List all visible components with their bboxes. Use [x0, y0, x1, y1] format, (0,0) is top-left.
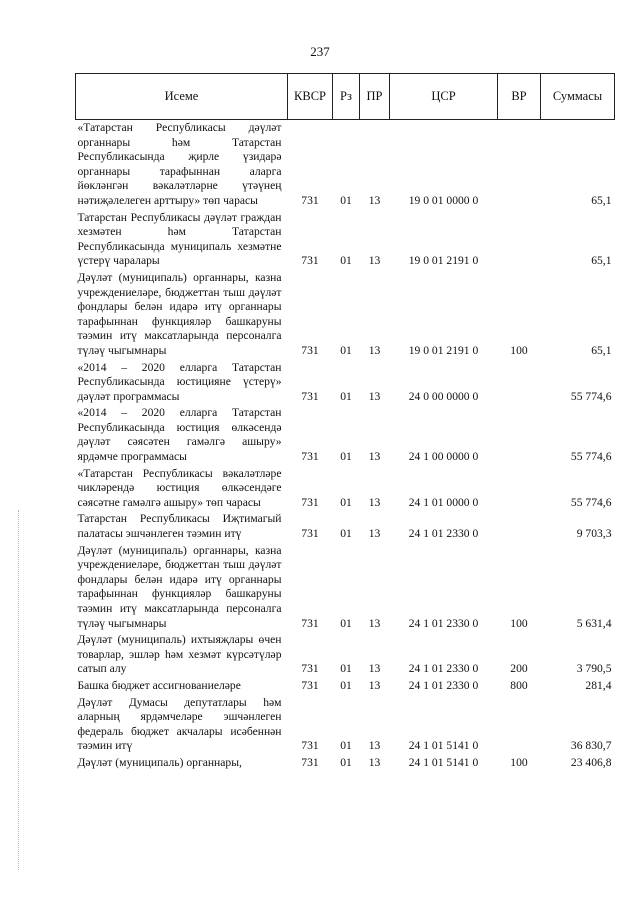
table-row	[76, 120, 615, 210]
row-csr: 19 0 01 2191 0	[408, 343, 479, 357]
row-rz: 01	[340, 739, 352, 753]
row-vr	[498, 405, 541, 465]
row-vr	[498, 695, 541, 755]
row-vr	[498, 511, 541, 542]
row-name: «2014 – 2020 елларга Татарстан Республикасында юстиция өлкәсендә дәүләт сәясәтен гамәлгә ашыру» ярдәмче программасы	[77, 406, 282, 464]
row-sum: 55 774,6	[570, 389, 612, 403]
row-kvsr: 731	[301, 450, 319, 464]
row-csr: 24 1 01 2330 0	[408, 616, 479, 630]
table-row	[76, 678, 615, 695]
row-name: Татарстан Республикасы Иҗтимагый палатасы эшчәнлеген тәэмин итү	[77, 512, 282, 541]
row-pr: 13	[368, 193, 381, 207]
row-rz: 01	[340, 678, 352, 692]
row-pr: 13	[368, 678, 381, 692]
row-name: «Татарстан Республикасы вәкаләтләре чикләрендә юстиция өлкәсендәге сәясәтне гамәлгә ашыру» төп чарасы	[77, 466, 282, 509]
table-row	[76, 466, 615, 512]
row-name: Татарстан Республикасы дәүләт граждан хезмәтен һәм Татарстан Республикасында муниципаль хезмәтне үстерү чаралары	[77, 210, 282, 268]
row-csr: 24 1 01 5141 0	[408, 755, 479, 769]
row-csr: 24 1 01 2330 0	[408, 527, 479, 541]
row-rz: 01	[340, 527, 352, 541]
row-csr: 24 1 01 5141 0	[408, 739, 479, 753]
header-kvsr: КВСР	[288, 74, 333, 120]
row-sum: 65,1	[591, 193, 612, 207]
row-pr: 13	[368, 662, 381, 676]
row-pr: 13	[368, 527, 381, 541]
row-name: «2014 – 2020 елларга Татарстан Республикасында юстицияне үстерү» дәүләт программасы	[77, 360, 282, 403]
row-rz: 01	[340, 193, 352, 207]
row-vr: 100	[510, 343, 528, 357]
header-vr: ВР	[498, 74, 541, 120]
row-sum: 55 774,6	[570, 450, 612, 464]
row-name: Дәүләт (муниципаль) органнары, казна учреждениеләре, бюджеттан тыш дәүләт фондлары белән идарә итү органнары тарафыннан функцияләр башкаруны тәэмин итү максатларында персоналга түләү чыгымнары	[77, 543, 282, 630]
header-sum: Суммасы	[541, 74, 615, 120]
row-vr	[498, 360, 541, 406]
row-vr: 800	[510, 678, 528, 692]
row-name: Дәүләт (муниципаль) органнары,	[77, 755, 242, 769]
row-pr: 13	[368, 495, 381, 509]
row-sum: 55 774,6	[570, 495, 612, 509]
row-kvsr: 731	[301, 616, 319, 630]
row-vr	[498, 466, 541, 512]
row-kvsr: 731	[301, 254, 319, 268]
row-kvsr: 731	[301, 193, 319, 207]
row-sum: 36 830,7	[570, 739, 612, 753]
row-csr: 24 1 01 0000 0	[408, 495, 479, 509]
table-row	[76, 632, 615, 678]
header-pr: ПР	[360, 74, 390, 120]
row-csr: 24 1 01 2330 0	[408, 662, 479, 676]
row-pr: 13	[368, 739, 381, 753]
row-kvsr: 731	[301, 343, 319, 357]
row-kvsr: 731	[301, 755, 319, 769]
row-name: Башка бюджет ассигнованиеләре	[77, 678, 241, 692]
row-kvsr: 731	[301, 678, 319, 692]
row-rz: 01	[340, 495, 352, 509]
row-vr: 100	[510, 616, 528, 630]
row-pr: 13	[368, 343, 381, 357]
row-rz: 01	[340, 450, 352, 464]
row-name: «Татарстан Республикасы дәүләт органнары һәм Татарстан Республикасында җирле үзидарә органнары тарафыннан аларга йөкләнгән вәкаләтләрне үтәүнең нәтиҗәлелеген арттыру» төп чарасы	[77, 121, 282, 207]
table-header-row	[76, 74, 615, 120]
row-rz: 01	[340, 755, 352, 769]
row-rz: 01	[340, 343, 352, 357]
row-csr: 19 0 01 2191 0	[408, 254, 479, 268]
header-rz: Рз	[333, 74, 360, 120]
row-name: Дәүләт (муниципаль) ихтыяҗлары өчен товарлар, эшләр һәм хезмәт күрсәтүләр сатып алу	[77, 633, 282, 676]
row-csr: 24 0 00 0000 0	[408, 389, 479, 403]
row-kvsr: 731	[301, 527, 319, 541]
table-row	[76, 511, 615, 542]
row-csr: 19 0 01 0000 0	[408, 193, 479, 207]
row-pr: 13	[368, 254, 381, 268]
row-rz: 01	[340, 389, 352, 403]
table-row	[76, 695, 615, 755]
row-pr: 13	[368, 450, 381, 464]
row-kvsr: 731	[301, 739, 319, 753]
page-number: 237	[310, 44, 330, 59]
row-pr: 13	[368, 389, 381, 403]
row-csr: 24 1 00 0000 0	[408, 450, 479, 464]
row-vr	[498, 120, 541, 210]
budget-table	[75, 73, 615, 772]
row-rz: 01	[340, 254, 352, 268]
row-sum: 65,1	[591, 254, 612, 268]
row-pr: 13	[368, 755, 381, 769]
table-body	[76, 120, 615, 772]
row-rz: 01	[340, 662, 352, 676]
margin-dotted-line	[18, 510, 19, 870]
row-kvsr: 731	[301, 662, 319, 676]
row-csr: 24 1 01 2330 0	[408, 678, 479, 692]
row-sum: 23 406,8	[570, 755, 612, 769]
table-row	[76, 543, 615, 633]
row-sum: 65,1	[591, 343, 612, 357]
table-row	[76, 270, 615, 360]
row-pr: 13	[368, 616, 381, 630]
row-sum: 5 631,4	[576, 616, 612, 630]
row-kvsr: 731	[301, 389, 319, 403]
row-kvsr: 731	[301, 495, 319, 509]
table-row	[76, 405, 615, 465]
row-vr: 100	[510, 755, 528, 769]
table-row	[76, 360, 615, 406]
table-row	[76, 755, 615, 772]
row-vr	[498, 210, 541, 270]
row-vr: 200	[510, 662, 528, 676]
table-row	[76, 210, 615, 270]
row-sum: 9 703,3	[576, 527, 612, 541]
row-rz: 01	[340, 616, 352, 630]
row-sum: 281,4	[585, 678, 612, 692]
header-name: Исеме	[76, 74, 288, 120]
header-csr: ЦСР	[390, 74, 498, 120]
row-name: Дәүләт (муниципаль) органнары, казна учреждениеләре, бюджеттан тыш дәүләт фондлары белән идарә итү органнары тарафыннан функцияләр башкаруны тәэмин итү максатларында персоналга түләү чыгымнары	[77, 270, 282, 357]
row-sum: 3 790,5	[576, 662, 612, 676]
row-name: Дәүләт Думасы депутатлары һәм аларның ярдәмчеләре эшчәнлеген федераль бюджет акчалары исәбеннән тәэмин итү	[77, 695, 282, 753]
